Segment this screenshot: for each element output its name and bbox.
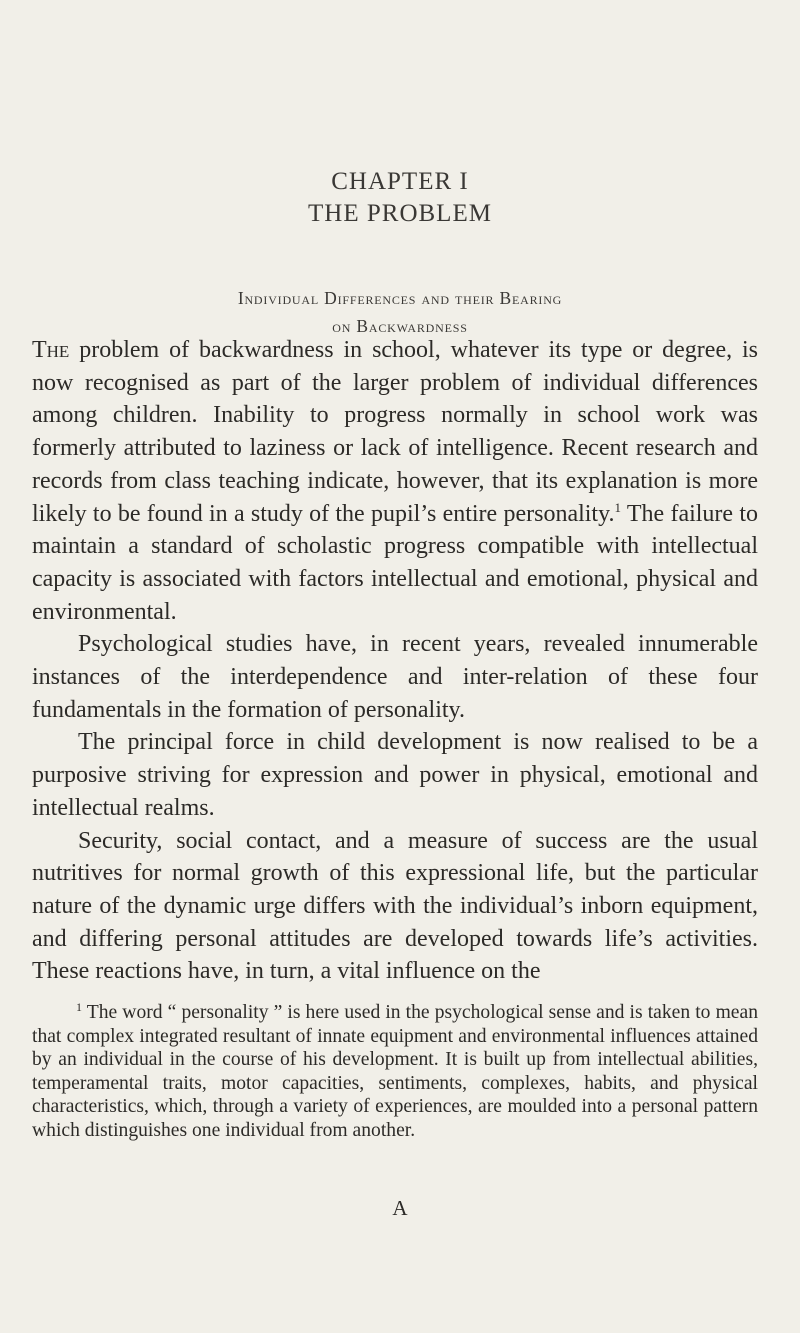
paragraph-1: [32, 334, 758, 628]
footnote-reference: 1: [614, 499, 622, 515]
chapter-title: THE PROBLEM: [308, 200, 492, 227]
lead-word: The: [32, 337, 70, 363]
chapter-label: CHAPTER I: [331, 168, 469, 195]
paragraph-2: Psychological studies have, in recent years, revealed innumerable instances of the interdependence and inter-relation of these four fundamentals in the formation of personality.: [32, 631, 758, 723]
footnote-marker: 1: [76, 1000, 82, 1014]
paragraph-1-text-a: problem of backwardness in school, whatever its type or degree, is now recognised as part of the larger problem of individual differences among children. Inability to progress normally in school work was formerly attributed to laziness or lack of intelligence. Recent research and records from class teaching indicate, however, that its explanation is more likely to be found in a study of the pupil’s entire personality.: [32, 337, 758, 527]
signature-mark: A: [392, 1196, 408, 1220]
paragraph-1-text-b: The failure to maintain a standard of scholastic progress compatible with intellectual capacity is associated with factors intellectual and emotional, physical and environmental.: [32, 500, 759, 625]
paragraph-4: Security, social contact, and a measure of success are the usual nutritives for normal growth of this expressional life, but the particular nature of the dynamic urge differs with the individual’s inborn equipment, and differing personal attitudes are developed towards life’s activities. These reactions have, in turn, a vital influence on the: [32, 827, 758, 985]
footnote-text: The word “ personality ” is here used in the psychological sense and is taken to mean that complex integrated resultant of innate equipment and environmental influences attained by an individual in the course of his development. It is built up from intellectual abilities, temperamental traits, motor capacities, sentiments, complexes, habits, and physical characteristics, which, through a variety of experiences, are moulded into a personal pattern which distinguishes one individual from another.: [32, 1002, 758, 1141]
section-heading-line-2: on Backwardness: [332, 316, 468, 336]
footnote: [32, 1001, 758, 1143]
body-text: [32, 334, 758, 988]
paragraph-3: The principal force in child development is now realised to be a purposive striving for expression and power in physical, emotional and intellectual realms.: [32, 729, 758, 821]
section-heading: [40, 284, 760, 340]
section-heading-line-1: Individual Differences and their Bearing: [237, 288, 563, 308]
